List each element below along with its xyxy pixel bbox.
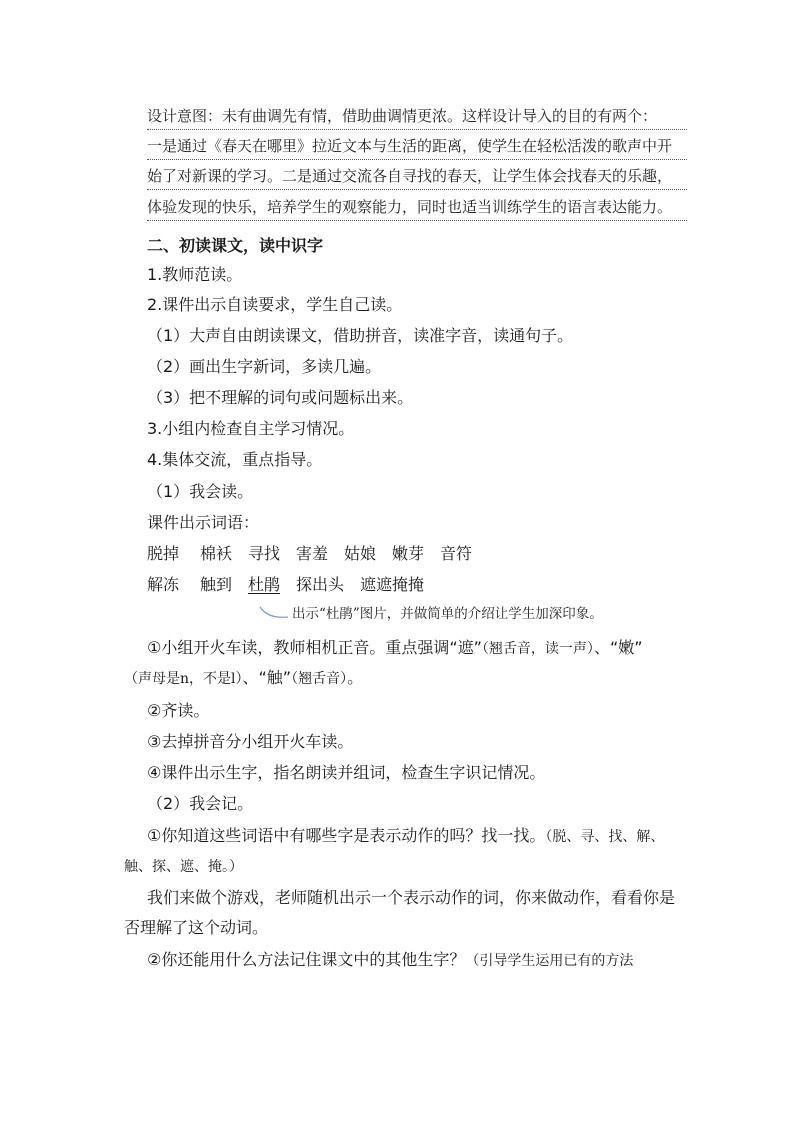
requirement-3: （3）把不理解的词句或问题标出来。 (147, 388, 414, 407)
question-2-main: ②你还能用什么方法记住课文中的其他生字？ (147, 950, 466, 969)
word-item: 探出头 (296, 575, 345, 594)
game-line-2: 否理解了这个动词。 (124, 918, 269, 937)
word-item: 音符 (440, 544, 473, 563)
item-1-mid: 、“触” (242, 668, 292, 687)
question-1-note-a: （脱、寻、找、解、 (545, 829, 665, 845)
word-item: 触到 (200, 575, 233, 594)
question-1-line-2 (124, 855, 243, 878)
item-1-line-1 (147, 637, 643, 660)
word-item: 害羞 (296, 544, 329, 563)
sub-heading-remember: （2）我会记。 (147, 794, 254, 813)
requirement-1: （1）大声自由朗读课文，借助拼音，读准字音，读通句子。 (147, 326, 574, 345)
item-3: ③去掉拼音分小组开火车读。 (147, 732, 354, 751)
item-1-sep: 、“嫩” (593, 638, 643, 657)
word-item: 姑娘 (344, 544, 377, 563)
word-item: 寻找 (248, 544, 281, 563)
step-2: 2.课件出示自读要求，学生自己读。 (147, 295, 403, 314)
game-line-1: 我们来做个游戏，老师随机出示一个表示动作的词，你来做动作，看看你是 (147, 888, 676, 907)
word-item: 解冻 (147, 575, 180, 594)
item-2: ②齐读。 (147, 701, 210, 720)
design-intent-line-1: 设计意图：未有曲调先有情，借助曲调情更浓。这样设计导入的目的有两个： (147, 105, 687, 130)
step-1: 1.教师范读。 (147, 265, 243, 284)
word-item: 遮遮掩掩 (360, 575, 425, 594)
callout-arrow-icon (258, 604, 292, 622)
step-3: 3.小组内检查自主学习情况。 (147, 419, 355, 438)
step-4: 4.集体交流，重点指导。 (147, 450, 323, 469)
item-1-main: ①小组开火车读，教师相机正音。重点强调“遮” (147, 638, 482, 657)
design-intent-line-4: 体验发现的快乐，培养学生的观察能力，同时也适当训练学生的语言表达能力。 (147, 196, 687, 221)
word-item: 棉袄 (200, 544, 233, 563)
question-2-line (147, 949, 633, 972)
courseware-label: 课件出示词语： (147, 513, 260, 532)
design-intent-line-2: 一是通过《春天在哪里》拉近文本与生活的距离，使学生在轻松活泼的歌声中开 (147, 135, 687, 160)
item-1-note-c: （翘舌音） (291, 671, 348, 687)
sub-heading-read: （1）我会读。 (147, 482, 254, 501)
callout-note: 出示“杜鹃”图片，并做简单的介绍让学生加深印象。 (292, 606, 603, 622)
item-1-note-a: （翘舌音，读一声） (481, 641, 594, 657)
question-1-line-1 (147, 825, 664, 848)
requirement-2: （2）画出生字新词，多读几遍。 (147, 357, 382, 376)
word-item: 嫩芽 (392, 544, 425, 563)
question-2-note: （引导学生运用已有的方法 (465, 953, 634, 969)
word-item-underlined: 杜鹃 (248, 575, 281, 594)
section-heading: 二、初读课文，读中识字 (147, 236, 324, 255)
item-4: ④课件出示生字，指名朗读并组词，检查生字识记情况。 (147, 763, 546, 782)
question-1-note-b: 触、探、遮、掩。） (124, 859, 243, 875)
item-1-end: 。 (347, 668, 364, 687)
question-1-main: ①你知道这些词语中有哪些字是表示动作的吗？找一找。 (147, 826, 546, 845)
item-1-note-b: （声母是n，不是l） (124, 671, 243, 687)
design-intent-line-3: 始了对新课的学习。二是通过交流各自寻找的春天，让学生体会找春天的乐趣， (147, 165, 687, 190)
item-1-line-2 (124, 667, 363, 690)
word-item: 脱掉 (147, 544, 180, 563)
